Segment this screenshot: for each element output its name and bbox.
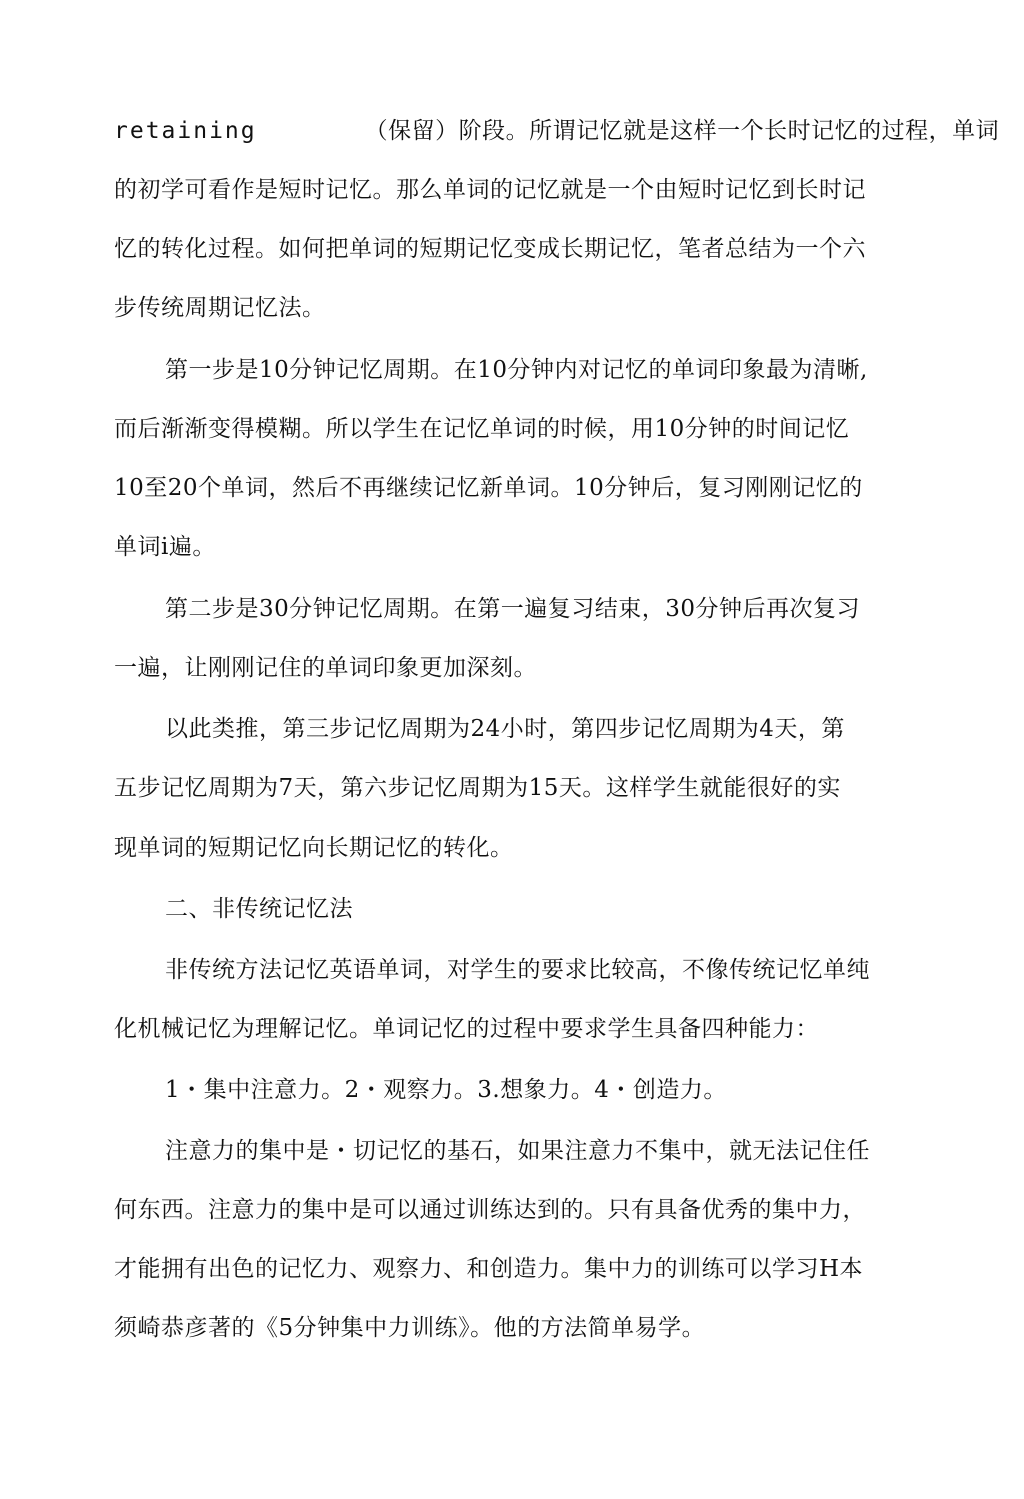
ability-list: 1・集中注意力。2・观察力。3.想象力。4・创造力。 [165,1077,727,1103]
text-line: 五步记忆周期为7天，第六步记忆周期为15天。这样学生就能很好的实 [114,775,841,801]
latin-word: retaining [114,118,257,144]
text-line: 单词i遍。 [114,534,216,560]
text-line: 忆的转化过程。如何把单词的短期记忆变成长期记忆，笔者总结为一个六 [114,236,866,262]
text-line: 步传统周期记忆法。 [114,295,326,321]
paragraph-start: 以此类推，第三步记忆周期为24小时，第四步记忆周期为4天，第 [165,716,845,742]
text-line: 须崎恭彦著的《5分钟集中力训练》。他的方法简单易学。 [114,1315,706,1341]
text-line [114,116,1000,146]
paragraph-start: 第一步是10分钟记忆周期。在10分钟内对记忆的单词印象最为清晰, [165,357,868,383]
paragraph-start: 注意力的集中是・切记忆的基石，如果注意力不集中，就无法记住任 [165,1138,870,1164]
text-line: 的初学可看作是短时记忆。那么单词的记忆就是一个由短时记忆到长时记 [114,177,866,203]
text-line: 10至20个单词，然后不再继续记忆新单词。10分钟后，复习刚刚记忆的 [114,475,863,501]
text-line: 而后渐渐变得模糊。所以学生在记忆单词的时候，用10分钟的时间记忆 [114,416,850,442]
text-line: 一遍，让刚刚记住的单词印象更加深刻。 [114,655,537,681]
line-text: （保留）阶段。所谓记忆就是这样一个长时记忆的过程，单词 [364,118,1000,144]
section-heading: 二、非传统记忆法 [165,896,353,922]
text-line: 何东西。注意力的集中是可以通过训练达到的。只有具备优秀的集中力， [114,1197,866,1223]
paragraph-start: 第二步是30分钟记忆周期。在第一遍复习结束，30分钟后再次复习 [165,596,861,622]
text-line: 才能拥有出色的记忆力、观察力、和创造力。集中力的训练可以学习H本 [114,1256,864,1282]
text-line: 化机械记忆为理解记忆。单词记忆的过程中要求学生具备四种能力： [114,1016,819,1042]
paragraph-start: 非传统方法记忆英语单词，对学生的要求比较高，不像传统记忆单纯 [165,957,870,983]
text-line: 现单词的短期记忆向长期记忆的转化。 [114,835,514,861]
